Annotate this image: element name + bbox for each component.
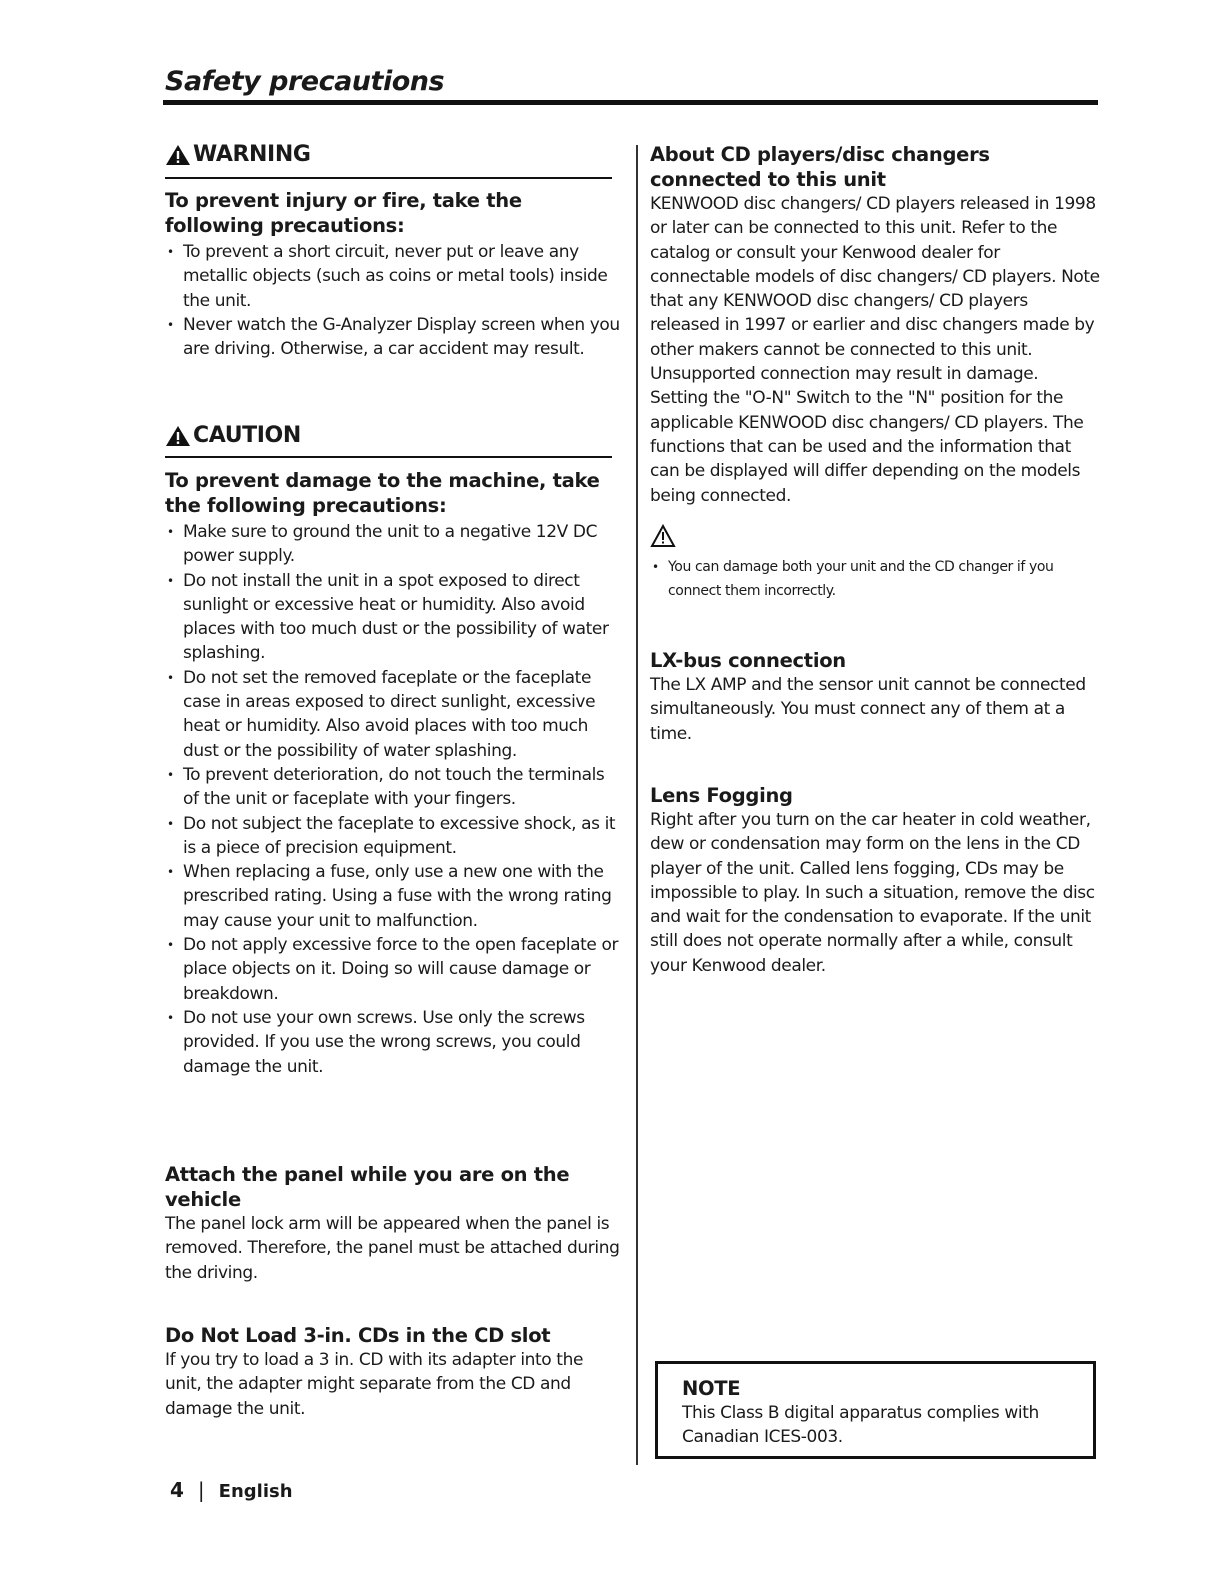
lx-section [650,648,1100,746]
caution-rule [165,456,612,458]
page-title: Safety precautions [165,66,445,97]
list-item: • Do not set the removed faceplate or the faceplate case in areas exposed to direct sunlight, excessive heat or humidity. Also avoid places with too much dust or the possibility of water splashing. [165,666,620,763]
warning-subheading: To prevent injury or fire, take the following precautions: [165,189,522,237]
column-divider [636,145,638,1465]
noload-heading: Do Not Load 3-in. CDs in the CD slot [165,1324,551,1347]
list-item: • You can damage both your unit and the CD changer if you connect them incorrectly. [650,555,1100,603]
lx-heading: LX-bus connection [650,649,846,672]
note-box [655,1361,1096,1459]
page-number: 4 [170,1478,184,1502]
attach-heading: Attach the panel while you are on the vehicle [165,1163,570,1211]
page-footer [170,1478,307,1502]
footer-language: English [218,1481,293,1502]
note-label: NOTE [682,1377,741,1400]
attach-section [165,1162,620,1285]
warning-label: WARNING [193,142,311,167]
list-item: • Do not apply excessive force to the open faceplate or place objects on it. Doing so will cause damage or breakdown. [165,933,620,1006]
lens-body: Right after you turn on the car heater in cold weather, dew or condensation may form on the lens in the CD player of the unit. Called lens fogging, CDs may be impossible to play. In such a situation, remove the disc and wait for the condensation to evaporate. If the unit still does not operate normally after a while, consult your Kenwood dealer. [650,810,1095,976]
list-item: • To prevent a short circuit, never put or leave any metallic objects (such as coins or metal tools) inside the unit. [165,240,620,313]
caution-subheading: To prevent damage to the machine, take the following precautions: [165,469,600,517]
warning-body [165,188,620,361]
cd-section [650,142,1100,603]
list-item: • To prevent deterioration, do not touch the terminals of the unit or faceplate with your fingers. [165,763,620,812]
lens-heading: Lens Fogging [650,784,793,807]
lens-section [650,783,1100,978]
list-item: • Make sure to ground the unit to a negative 12V DC power supply. [165,520,620,569]
list-item: • Do not use your own screws. Use only the screws provided. If you use the wrong screws, you could damage the unit. [165,1006,620,1079]
noload-section [165,1323,620,1421]
list-item: • Do not subject the faceplate to excessive shock, as it is a piece of precision equipment. [165,812,620,861]
cd-heading: About CD players/disc changers connected to this unit [650,143,990,191]
note-body: This Class B digital apparatus complies with Canadian ICES-003. [682,1403,1039,1448]
caution-section [165,424,620,448]
caution-icon [165,425,191,447]
list-item: • Do not install the unit in a spot exposed to direct sunlight or excessive heat or humidity. Also avoid places with too much dust or the possibility of water splashing. [165,569,620,666]
caution-icon [650,524,676,548]
noload-body: If you try to load a 3 in. CD with its adapter into the unit, the adapter might separate from the CD and damage the unit. [165,1350,583,1419]
footer-separator: | [197,1478,205,1502]
title-rule [163,100,1098,105]
attach-body: The panel lock arm will be appeared when the panel is removed. Therefore, the panel must be attached during the driving. [165,1214,620,1283]
list-item: • Never watch the G-Analyzer Display screen when you are driving. Otherwise, a car accident may result. [165,313,620,362]
warning-rule [165,177,612,179]
caution-label: CAUTION [193,423,301,448]
lx-body: The LX AMP and the sensor unit cannot be connected simultaneously. You must connect any of them at a time. [650,675,1086,744]
caution-body [165,468,620,1079]
list-item: • When replacing a fuse, only use a new one with the prescribed rating. Using a fuse with the wrong rating may cause your unit to malfunction. [165,860,620,933]
warning-section [165,143,620,167]
warning-icon [165,144,191,166]
cd-body: KENWOOD disc changers/ CD players released in 1998 or later can be connected to this unit. Refer to the catalog or consult your Kenwood dealer for connectable models of disc changers/ CD players. Note that any KENWOOD disc changers/ CD players released in 1997 or earlier and disc changers made by other makers cannot be connected to this unit. Unsupported connection may result in damage. Setting the "O-N" Switch to the "N" position for the applicable KENWOOD disc changers/ CD players. The functions that can be used and the information that can be displayed will differ depending on the models being connected. [650,194,1100,506]
